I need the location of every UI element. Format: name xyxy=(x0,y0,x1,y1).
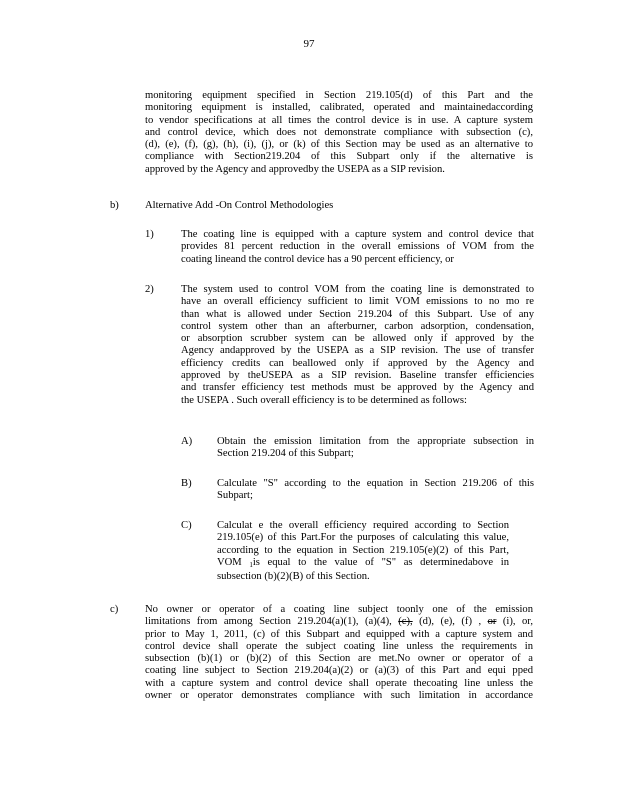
text-line: Section 219.204 of this Subpart; xyxy=(217,448,354,460)
text-line: have an overall efficiency sufficient to limit VOM emissions to no mo re xyxy=(181,296,534,308)
text-line: owner or operator demonstrates compliance with such limitation in accordance xyxy=(145,690,533,702)
vom-text: VOM xyxy=(217,556,242,568)
text-line: according to the equation in Section 219.105(e)(2) of this Part, xyxy=(217,544,509,556)
text-line: to vendor specifications at all times the control device is in use. A capture system xyxy=(145,114,533,126)
text-line: approved by the Agency and approvedby the USEPA as a SIP revision. xyxy=(145,163,445,175)
sub-a-paragraph xyxy=(217,436,534,461)
text-line: No owner or operator of a coating line subject toonly one of the emission xyxy=(145,604,533,615)
text-line: and transfer efficiency test methods must be approved by the Agency and xyxy=(181,382,534,394)
text-line: subsection (b)(1) or (b)(2) of this Section are met.No owner or operator of a xyxy=(145,653,533,665)
text-line: approved by theUSEPA as a SIP revision. Baseline transfer efficiencies xyxy=(181,370,534,382)
text-line: or absorption scrubber system can be allowed only if approved by the xyxy=(181,333,534,345)
item-1-label: 1) xyxy=(145,229,154,240)
text-segment: is equal to the value of "S" as determinedabove in xyxy=(252,556,509,568)
text-line: the USEPA . Such overall efficiency is to be determined as follows: xyxy=(181,394,467,406)
section-b-label: b) xyxy=(110,200,119,211)
text-line xyxy=(145,616,533,628)
item-1-paragraph xyxy=(181,229,534,266)
intro-paragraph xyxy=(145,90,533,176)
text-line: than what is allowed under Section 219.204 of this Subpart. Use of any xyxy=(181,308,534,320)
text-line: Agency andapproved by the USEPA as a SIP revision. The use of transfer xyxy=(181,345,534,357)
text-line: 219.105(e) of this Part.For the purposes of calculating this value, xyxy=(217,532,509,544)
text-segment: (d), (e), (f) , xyxy=(412,616,488,628)
text-line: and control device, which does not demonstrate compliance with subsection (c), xyxy=(145,126,533,138)
text-line: control device shall operate the subject coating line unless the requirements in xyxy=(145,640,533,652)
vom-subscript: 1 xyxy=(249,560,253,569)
text-line: Subpart; xyxy=(217,490,253,502)
text-line: Obtain the emission limitation from the appropriate subsection in xyxy=(217,436,534,447)
section-c-paragraph xyxy=(145,604,533,702)
text-line: The system used to control VOM from the coating line is demonstrated to xyxy=(181,284,534,295)
text-line: provides 81 percent reduction in the overall emissions of VOM from the xyxy=(181,241,534,253)
text-line: subsection (b)(2)(B) of this Section. xyxy=(217,571,370,583)
section-c-label: c) xyxy=(110,604,119,615)
struck-text: or xyxy=(487,616,497,628)
text-line: The coating line is equipped with a capture system and control device that xyxy=(181,229,534,240)
text-line: monitoring equipment specified in Section 219.105(d) of this Part and the xyxy=(145,90,533,101)
text-line: compliance with Section219.204 of this Subpart only if the alternative is xyxy=(145,151,533,163)
text-line: control system other than an afterburner, carbon adsorption, condensation, xyxy=(181,320,534,332)
text-segment: (i), or, xyxy=(496,616,534,628)
text-line: Calculate "S" according to the equation in Section 219.206 of this xyxy=(217,478,534,489)
text-line: coating lineand the control device has a 90 percent efficiency, or xyxy=(181,253,454,265)
text-line: monitoring equipment is installed, calibrated, operated and maintainedaccording xyxy=(145,102,533,114)
sub-c-label: C) xyxy=(181,520,192,531)
text-line: (d), (e), (f), (g), (h), (i), (j), or (k) of this Section may be used as an alternative to xyxy=(145,139,533,151)
sub-b-paragraph xyxy=(217,478,534,503)
sub-c-paragraph xyxy=(217,520,509,583)
text-line: efficiency credits can beallowed only if approved by the Agency and xyxy=(181,357,534,369)
sub-a-label: A) xyxy=(181,436,193,447)
page-number: 97 xyxy=(303,38,315,50)
struck-text: (c), xyxy=(398,616,413,628)
text-line: Calculat e the overall efficiency required according to Section xyxy=(217,520,509,531)
item-2-label: 2) xyxy=(145,284,154,295)
section-b-heading: Alternative Add -On Control Methodologies xyxy=(145,200,334,211)
text-line xyxy=(217,557,509,571)
text-line: prior to May 1, 2011, (c) of this Subpart and equipped with a capture system and xyxy=(145,628,533,640)
item-2-paragraph xyxy=(181,284,534,407)
text-line: with a capture system and control device shall operate thecoating line unless the xyxy=(145,677,533,689)
text-line: coating line subject to Section 219.204(a)(2) or (a)(3) of this Part and equi pped xyxy=(145,665,533,677)
sub-b-label: B) xyxy=(181,478,192,489)
text-segment: limitations from among Section 219.204(a)(1), (a)(4), xyxy=(145,616,399,628)
